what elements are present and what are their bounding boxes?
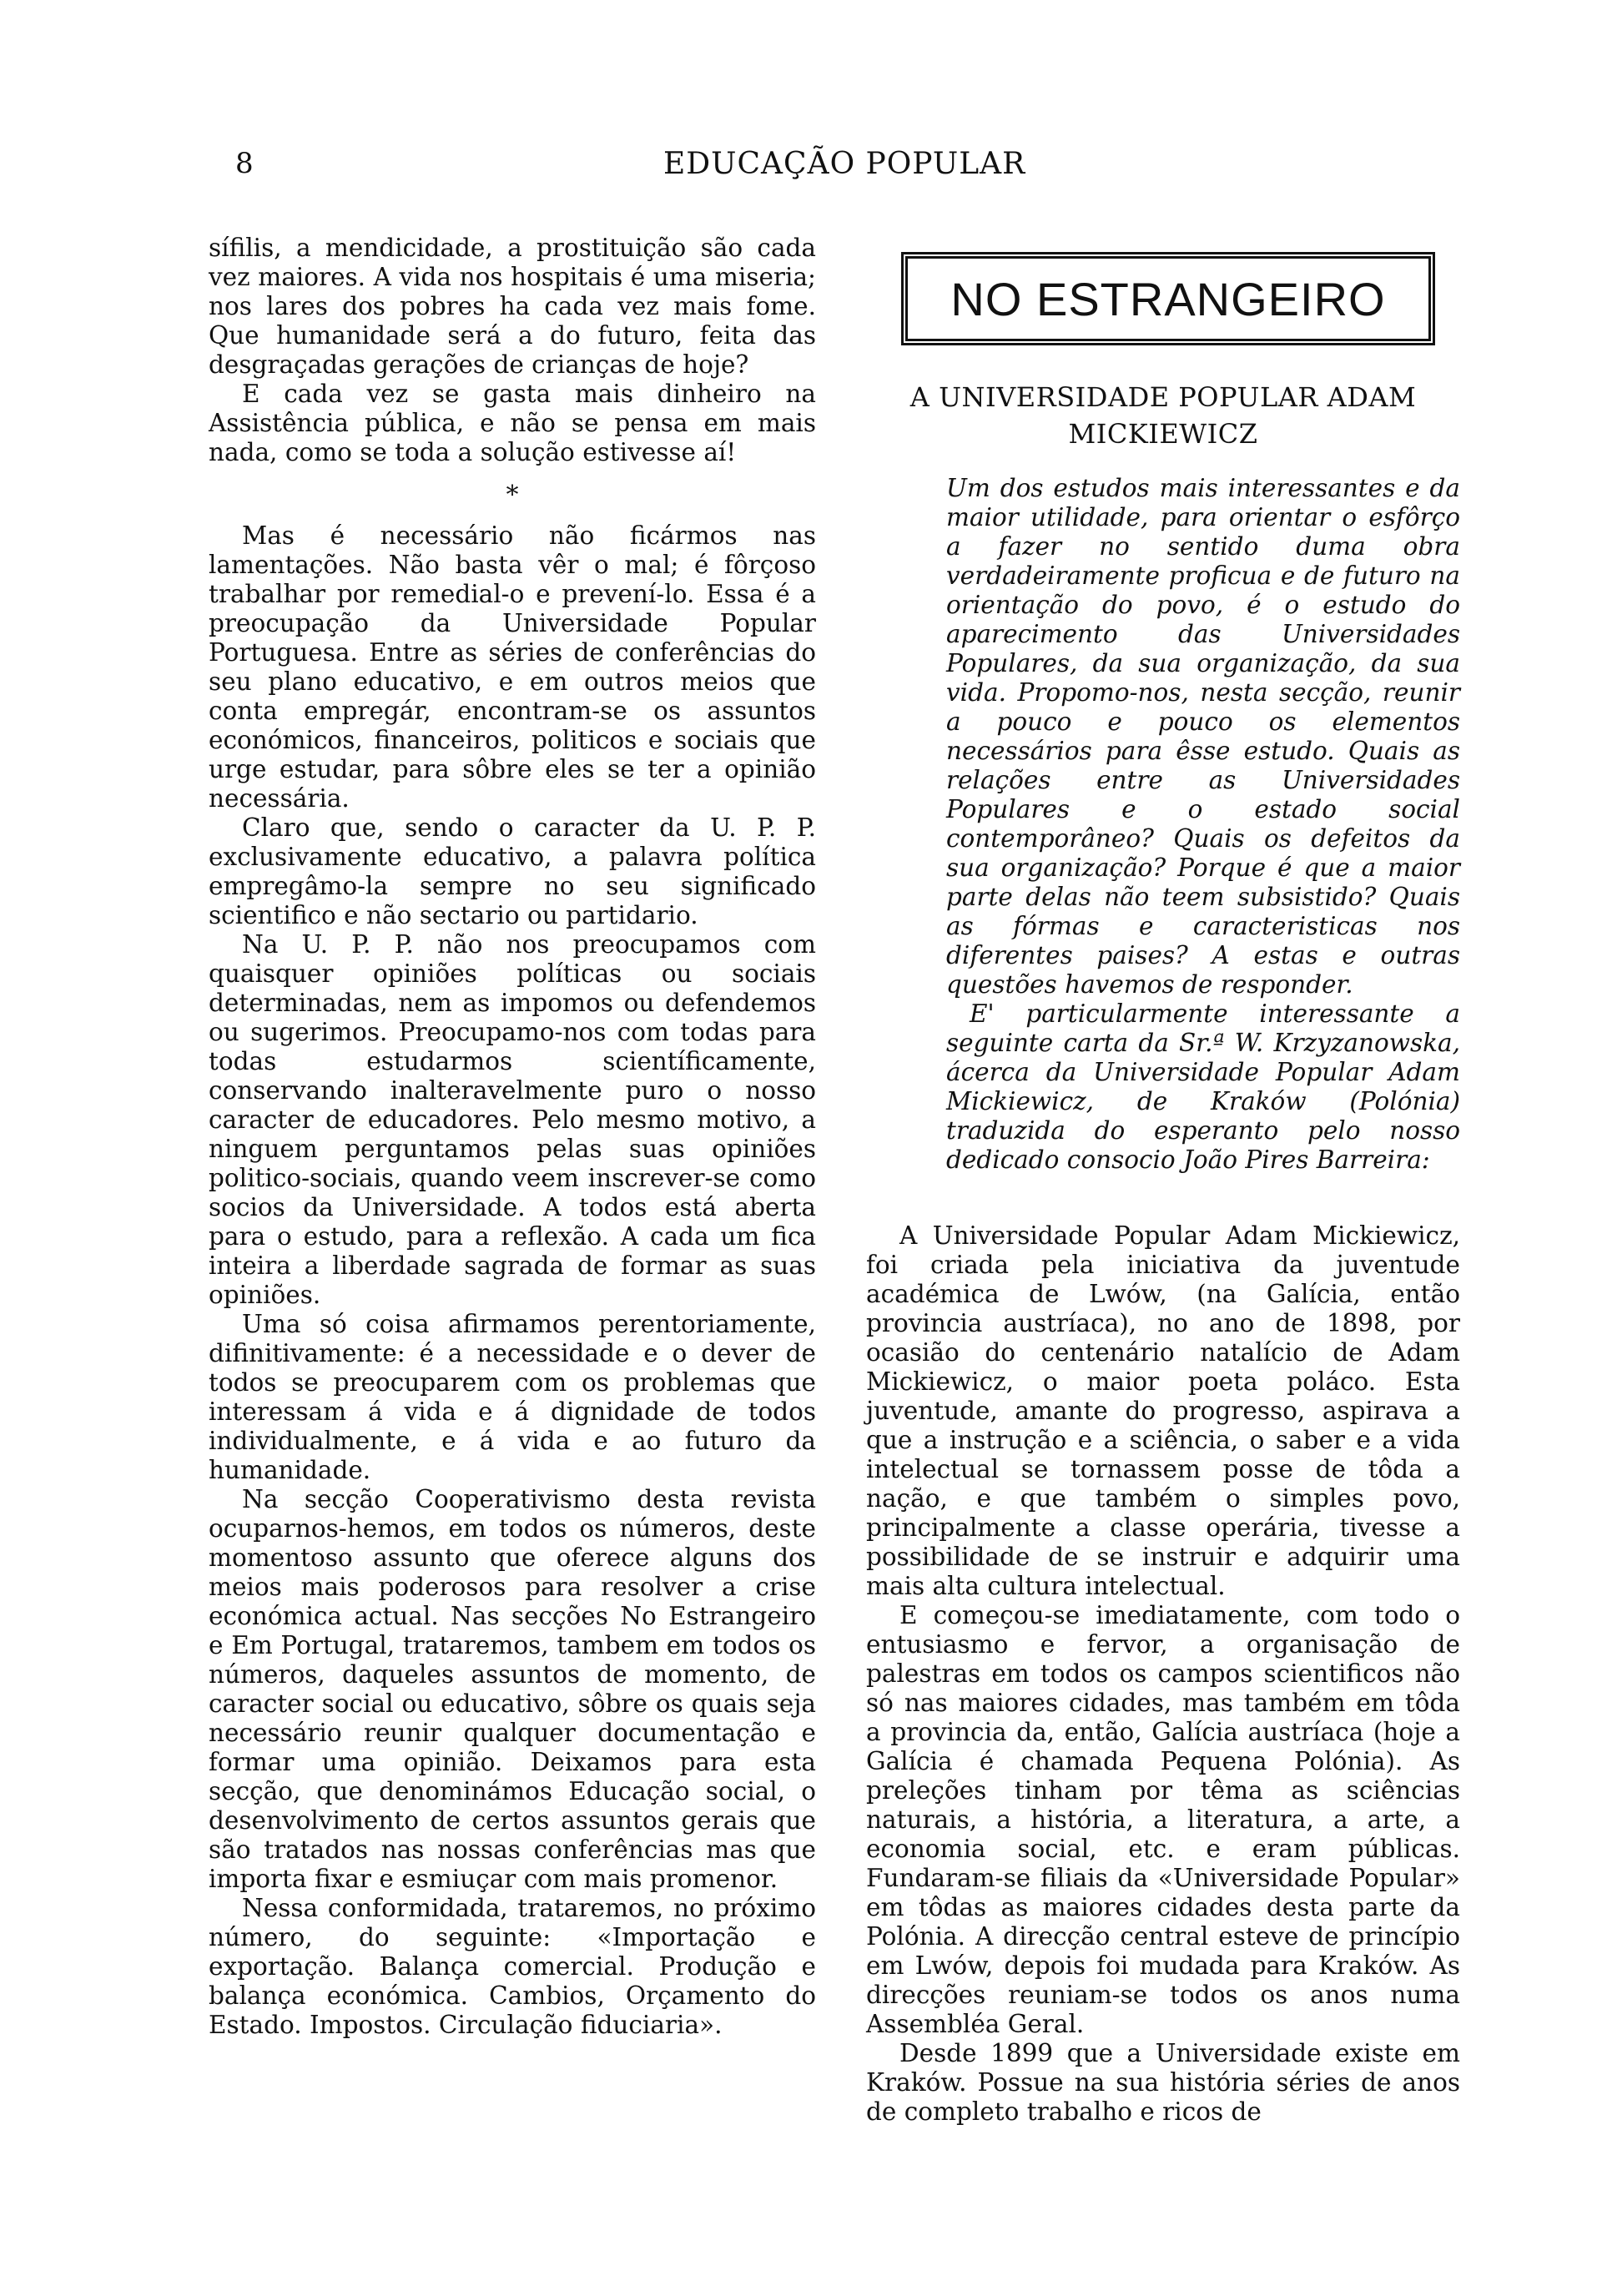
paragraph: Na secção Cooperativismo desta revista ocuparnos-hemos, em todos os números, deste momentoso assunto que oferece alguns dos meios mais poderosos para resolver a crise económica actual. Nas secções No Estrangeiro e Em Portugal, trataremos, tambem em todos os números, daqueles assuntos de momento, de caracter social ou educativo, sôbre os quais seja necessário reunir qualquer documentação e formar uma opinião. Deixamos para esta secção, que denominámos Educação social, o desenvolvimento de certos assuntos gerais que são tratados nas nossas conferências mas que importa fixar e esmiuçar com mais promenor. [209,1485,816,1893]
paragraph: Desde 1899 que a Universidade existe em Kraków. Possue na sua história séries de anos de completo trabalho e ricos de [866,2039,1460,2126]
article-body [866,1221,1460,2127]
paragraph: Claro que, sendo o caracter da U. P. P. exclusivamente educativo, a palavra política empregâmo-la sempre no seu significado scientifico e não sectario ou partidario. [209,813,816,929]
intro-paragraph: E' particularmente interessante a seguinte carta da Sr.ª W. Krzyzanowska, ácerca da Universidade Popular Adam Mickiewicz, de Kraków (Polónia) traduzida do esperanto pelo nosso dedicado consocio João Pires Barreira: [946,999,1460,1174]
intro-paragraph: Um dos estudos mais interessantes e da maior utilidade, para orientar o esfôrço a fazer no sentido duma obra verdadeiramente proficua e de futuro na orientação do povo, é o estudo do aparecimento das Universidades Populares, da sua organização, da sua vida. Propomo-nos, nesta secção, reunir a pouco e pouco os elementos necessários para êsse estudo. Quais as relações entre as Universidades Populares e o estado social contemporâneo? Quais os defeitos da sua organização? Porque é que a maior parte delas não teem subsistido? Quais as fórmas e caracteristicas nos diferentes paises? A estas e outras questões havemos de responder. [946,474,1460,999]
article-title: A UNIVERSIDADE POPULAR ADAM MICKIEWICZ [909,381,1417,450]
paragraph: sífilis, a mendicidade, a prostituição são cada vez maiores. A vida nos hospitais é uma miseria; nos lares dos pobres ha cada vez mais fome. Que humanidade será a do futuro, feita das desgraçadas gerações de crianças de hoje? [209,234,816,379]
section-heading-box: NO ESTRANGEIRO [901,252,1435,345]
running-title: EDUCAÇÃO POPULAR [663,147,1026,181]
section-separator: * [506,481,519,510]
paragraph: Na U. P. P. não nos preocupamos com quaisquer opiniões políticas ou sociais determinadas, nem as impomos ou defendemos ou sugerimos. Preocupamo-nos com todas para todas estudarmos scientíficamente, conservando inalteravelmente puro o nosso caracter de educadores. Pelo mesmo motivo, a ninguem perguntamos pelas suas opiniões politico-sociais, quando veem inscrever-se como socios da Universidade. A todos está aberta para o estudo, para a reflexão. A cada um fica inteira a liberdade sagrada de formar as suas opiniões. [209,930,816,1309]
paragraph: A Universidade Popular Adam Mickiewicz, foi criada pela iniciativa da juventude académica de Lwów, (na Galícia, então provincia austríaca), no ano de 1898, por ocasião do centenário natalício de Adam Mickiewicz, o maior poeta poláco. Esta juventude, amante do progresso, aspirava a que a instrução e a sciência, o saber e a vida intelectual se tornassem posse de tôda a nação, e que também o simples povo, principalmente a classe operária, tivesse a possibilidade de se instruir e adquirir uma mais alta cultura intelectual. [866,1221,1460,1600]
paragraph: Mas é necessário não ficármos nas lamentações. Não basta vêr o mal; é fôrçoso trabalhar por remedial-o e prevení-lo. Essa é a preocupação da Universidade Popular Portuguesa. Entre as séries de conferências do seu plano educativo, e em outros meios que conta empregár, encontram-se os assuntos económicos, financeiros, politicos e sociais que urge estudar, para sôbre eles se ter a opinião necessária. [209,521,816,813]
paragraph: Uma só coisa afirmamos perentoriamente, difinitivamente: é a necessidade e o dever de todos se preocuparem com os problemas que interessam á vida e á dignidade de todos individualmente, e á vida e ao futuro da humanidade. [209,1310,816,1484]
right-column [866,234,1460,2127]
page-header [0,147,1602,197]
article-intro [866,474,1460,1175]
paragraph: E começou-se imediatamente, com todo o entusiasmo e fervor, a organisação de palestras em todos os campos scientificos não só nas maiores cidades, mas também em tôda a provincia da, então, Galícia austríaca (hoje a Galícia é chamada Pequena Polónia). As preleções tinham por têma as sciências naturais, a história, a literatura, a arte, a economia social, etc. e eram públicas. Fundaram-se filiais da «Universidade Popular» em tôdas as maiores cidades desta parte da Polónia. A direcção central esteve de princípio em Lwów, depois foi mudada para Kraków. As direcções reuniam-se todos os anos numa Assembléa Geral. [866,1601,1460,2038]
left-column [209,234,816,2040]
paragraph: Nessa conformidada, trataremos, no próximo número, do seguinte: «Importação e exportação. Balança comercial. Produção e balança económica. Cambios, Orçamento do Estado. Impostos. Circulação fiduciaria». [209,1894,816,2039]
paragraph: E cada vez se gasta mais dinheiro na Assistência pública, e não se pensa em mais nada, como se toda a solução estivesse aí! [209,380,816,466]
page-number: 8 [235,147,254,180]
